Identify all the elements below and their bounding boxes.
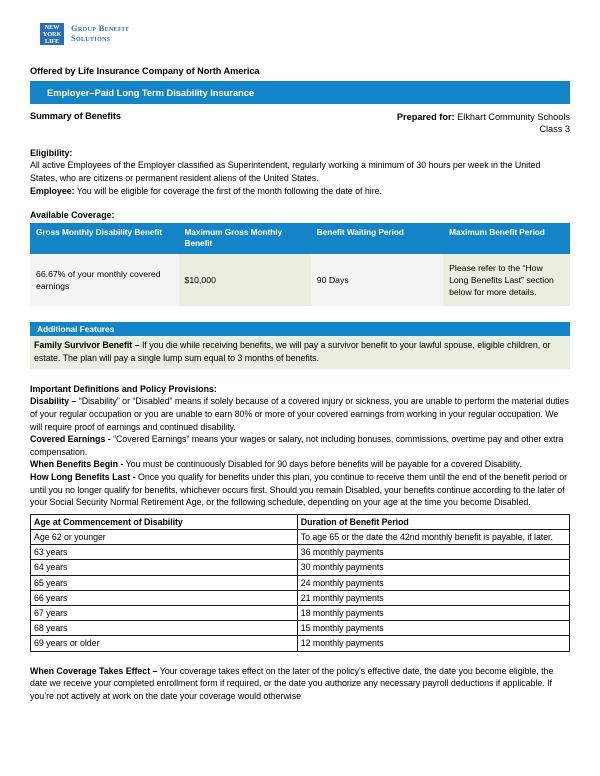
coverage-col-maximum-benefit-period: Maximum Benefit Period — [443, 223, 570, 254]
table-row — [31, 605, 570, 620]
definition-how-long-benefits-last-text: Once you qualify for benefits under this plan, you continue to receive them until the end of the benefit period or until you no longer qualify for benefits, whichever occurs first. Should you remain Disabled, your benefits continue according to the later of your Social Security Normal Retirement Age, or the following schedule, depending on your age at the time you become Disabled. — [30, 471, 568, 508]
benefit-duration-age: 66 years — [31, 590, 298, 605]
logo-mark-line-3: LIFE — [44, 37, 60, 45]
benefit-duration-age: 64 years — [31, 560, 298, 575]
coverage-value-maximum-gross-monthly-benefit: $10,000 — [179, 254, 311, 306]
eligibility-employee-line — [30, 185, 570, 198]
benefit-duration-value: 18 monthly payments — [297, 605, 569, 620]
prepared-for-block — [397, 111, 570, 136]
when-coverage-takes-effect-label: When Coverage Takes Effect – — [30, 665, 158, 676]
benefit-duration-age: 63 years — [31, 545, 298, 560]
benefit-duration-header-row — [31, 514, 570, 529]
table-row — [31, 560, 570, 575]
coverage-value-benefit-waiting-period: 90 Days — [311, 254, 443, 306]
logo-wordmark-line-1: Group Benefit — [71, 23, 130, 33]
table-row — [30, 254, 570, 306]
prepared-for-line — [397, 111, 570, 123]
eligibility-employee-text: You will be eligible for coverage the first of the month following the date of hire. — [74, 185, 382, 196]
definition-covered-earnings-text: “Covered Earnings” means your wages or salary, not including bonuses, commissions, overtime pay and other extra compensation. — [30, 434, 564, 457]
company-logo — [30, 0, 570, 46]
new-york-life-logo-mark — [40, 23, 64, 45]
table-row — [31, 636, 570, 651]
table-row — [31, 529, 570, 544]
benefit-duration-col-age: Age at Commencement of Disability — [31, 514, 298, 529]
coverage-value-maximum-benefit-period: Please refer to the “How Long Benefits Last” section below for more details. — [443, 254, 570, 306]
offered-by-line: Offered by Life Insurance Company of North America — [30, 66, 260, 76]
coverage-value-gross-monthly-disability-benefit: 66.67% of your monthly covered earnings — [30, 254, 179, 306]
summary-of-benefits-label: Summary of Benefits — [30, 111, 121, 121]
benefit-duration-value: 30 monthly payments — [297, 560, 569, 575]
eligibility-employee-label: Employee: — [30, 185, 75, 196]
benefit-duration-col-duration: Duration of Benefit Period — [297, 514, 569, 529]
table-row — [31, 621, 570, 636]
benefit-duration-age: 67 years — [31, 605, 298, 620]
benefit-duration-age: 69 years or older — [31, 636, 298, 651]
definition-covered-earnings — [30, 433, 570, 458]
available-coverage-table — [30, 223, 570, 306]
logo-mark-line-2: YORK — [42, 30, 62, 38]
coverage-col-maximum-gross-monthly-benefit: Maximum Gross Monthly Benefit — [179, 223, 311, 254]
family-survivor-benefit-text: If you die while receiving benefits, we will pay a survivor benefit to your lawful spouse, eligible children, or estate. The plan will pay a single lump sum equal to 3 months of benefits. — [34, 340, 551, 363]
benefit-duration-age: 68 years — [31, 621, 298, 636]
benefit-duration-body — [31, 529, 570, 651]
benefit-duration-value: 21 monthly payments — [297, 590, 569, 605]
benefit-duration-age: 65 years — [31, 575, 298, 590]
benefit-duration-value: 15 monthly payments — [297, 621, 569, 636]
logo-mark-line-1: NEW — [44, 23, 60, 31]
definition-how-long-benefits-last-label: How Long Benefits Last - — [30, 471, 136, 482]
class-line: Class 3 — [539, 124, 570, 135]
coverage-header-row — [30, 223, 570, 254]
logo-wordmark — [71, 24, 129, 44]
table-row — [31, 575, 570, 590]
definitions-heading: Important Definitions and Policy Provisions: — [30, 383, 217, 394]
prepared-for-value: Elkhart Community Schools — [457, 112, 570, 122]
when-coverage-takes-effect — [30, 665, 570, 703]
coverage-col-benefit-waiting-period: Benefit Waiting Period — [311, 223, 443, 254]
family-survivor-benefit-label: Family Survivor Benefit – — [34, 340, 140, 351]
definition-how-long-benefits-last — [30, 471, 570, 509]
eligibility-section — [30, 147, 570, 197]
benefit-duration-value: 24 monthly payments — [297, 575, 569, 590]
definition-disability-text: “Disability” or “Disabled” means if solely because of a covered injury or sickness, you are unable to perform the material duties of your regular occupation or you are unable to earn 80% or more of your covered earnings from working in your regular occupation. We will require proof of earnings and continued disability. — [30, 396, 569, 432]
benefit-duration-value: 36 monthly payments — [297, 545, 569, 560]
logo-wordmark-line-2: Solutions — [71, 34, 111, 43]
plan-title-bar: Employer–Paid Long Term Disability Insurance — [30, 81, 570, 104]
prepared-for-label: Prepared for: — [396, 112, 455, 122]
definition-when-benefits-begin-text: You must be continuously Disabled for 90 days before benefits will be payable for a covered Disability. — [123, 459, 522, 470]
additional-features-bar: Additional Features — [30, 322, 570, 336]
eligibility-paragraph: All active Employees of the Employer classified as Superintendent, regularly working a minimum of 30 hours per week in the United States, who are citizens or permanent resident aliens of the United States. — [30, 160, 541, 183]
coverage-col-gross-monthly-disability-benefit: Gross Monthly Disability Benefit — [30, 223, 179, 254]
definition-disability — [30, 395, 570, 433]
summary-header-row — [30, 111, 570, 136]
benefit-duration-value: 12 monthly payments — [297, 636, 569, 651]
definition-disability-label: Disability – — [30, 396, 77, 407]
benefit-duration-value: To age 65 or the date the 42nd monthly benefit is payable, if later. — [297, 529, 569, 544]
available-coverage-label: Available Coverage: — [30, 210, 115, 221]
definition-covered-earnings-label: Covered Earnings - — [30, 434, 111, 445]
table-row — [31, 590, 570, 605]
benefit-duration-age: Age 62 or younger — [31, 529, 298, 544]
when-coverage-takes-effect-text: Your coverage takes effect on the later of the policy’s effective date, the date you become eligible, the date we receive your completed enrollment form if required, or the date you authorize any necessary payroll deductions if applicable. If you’re not actively at work on the date your coverage would otherwise — [30, 665, 554, 701]
benefit-duration-table — [30, 514, 570, 652]
table-row — [31, 545, 570, 560]
definitions-section — [30, 383, 570, 509]
definition-when-benefits-begin-label: When Benefits Begin - — [30, 459, 124, 470]
family-survivor-benefit-box — [30, 336, 570, 369]
definition-when-benefits-begin — [30, 458, 570, 471]
eligibility-heading: Eligibility: — [30, 147, 73, 158]
